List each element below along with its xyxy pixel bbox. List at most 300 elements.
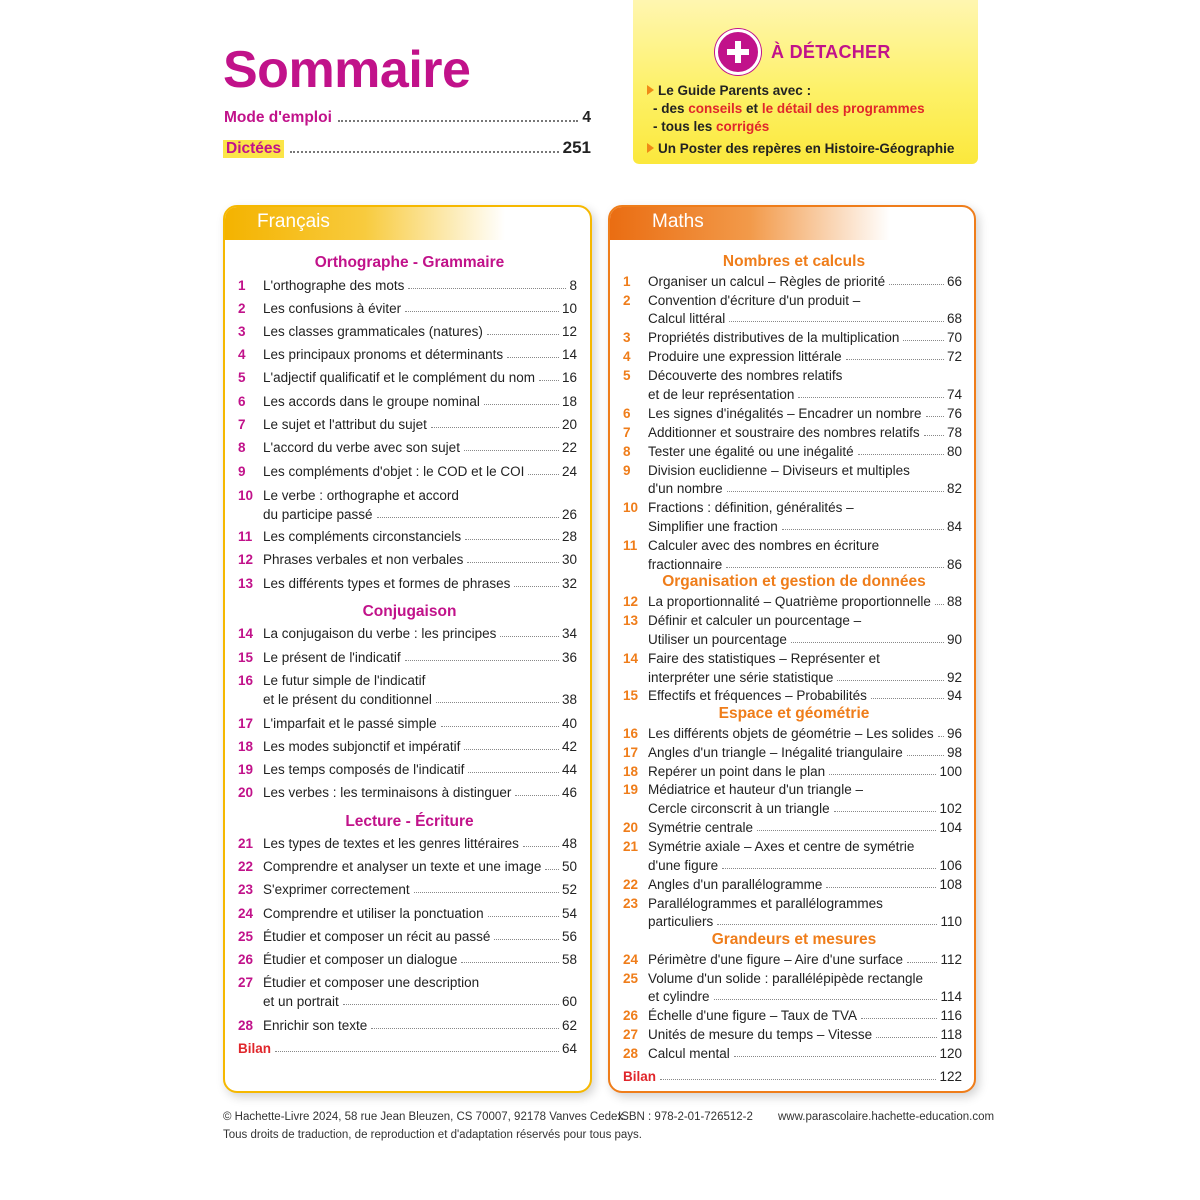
item-title: Découverte des nombres relatifs <box>648 368 843 383</box>
toc-item[interactable] <box>238 716 577 734</box>
toc-label: Mode d'emploi <box>224 109 332 126</box>
leader-dots <box>487 334 559 335</box>
leader-dots <box>660 1079 936 1080</box>
item-title: Propriétés distributives de la multiplication <box>648 330 900 345</box>
item-line <box>648 406 962 421</box>
item-number: 9 <box>238 464 246 479</box>
toc-item[interactable] <box>623 293 962 329</box>
item-number: 26 <box>238 952 254 967</box>
item-page: 74 <box>946 387 962 402</box>
item-number: 2 <box>623 293 631 308</box>
item-title: L'imparfait et le passé simple <box>263 716 437 731</box>
item-number: 16 <box>238 673 254 688</box>
item-line <box>648 782 962 797</box>
item-line <box>263 488 577 503</box>
item-line <box>648 538 962 553</box>
item-number: 5 <box>238 370 246 385</box>
toc-item[interactable] <box>623 877 962 895</box>
maths-panel <box>608 205 976 1093</box>
toc-item[interactable] <box>238 882 577 900</box>
leader-dots <box>729 321 944 322</box>
detach-title: À DÉTACHER <box>771 42 891 62</box>
toc-item[interactable] <box>623 764 962 782</box>
item-line <box>648 613 962 628</box>
toc-item[interactable] <box>623 971 962 1007</box>
item-title: L'adjectif qualificatif et le complément du nom <box>263 370 535 385</box>
item-line <box>263 975 577 990</box>
toc-item[interactable] <box>238 552 577 570</box>
item-title: Les accords dans le groupe nominal <box>263 394 480 409</box>
toc-item[interactable] <box>238 394 577 412</box>
toc-item[interactable] <box>623 425 962 443</box>
leader-dots <box>275 1051 559 1052</box>
item-page: 54 <box>561 906 577 921</box>
detach-guide: Le Guide Parents avec : <box>647 83 811 98</box>
leader-dots <box>871 698 944 699</box>
item-line <box>648 839 962 854</box>
item-page: 24 <box>561 464 577 479</box>
toc-item[interactable] <box>623 1027 962 1045</box>
toc-item[interactable] <box>623 368 962 405</box>
toc-item[interactable] <box>238 975 577 1012</box>
detach-box <box>633 0 978 164</box>
item-page: 58 <box>561 952 577 967</box>
toc-item[interactable] <box>238 762 577 780</box>
item-title: Les types de textes et les genres littéraires <box>263 836 519 851</box>
item-line <box>648 632 962 647</box>
item-page: 72 <box>946 349 962 364</box>
item-title: Volume d'un solide : parallélépipède rectangle <box>648 971 924 986</box>
bilan-label: Bilan <box>238 1041 272 1056</box>
item-page: 94 <box>946 688 962 703</box>
item-title: Étudier et composer une description <box>263 975 480 990</box>
detach-line-conseils: - des conseils et le détail des programmes <box>653 101 925 116</box>
item-title: Phrases verbales et non verbales <box>263 552 464 567</box>
leader-dots <box>500 636 559 637</box>
item-page: 118 <box>940 1027 962 1042</box>
toc-item[interactable] <box>623 896 962 932</box>
toc-item[interactable] <box>238 626 577 644</box>
toc-item[interactable] <box>623 726 962 744</box>
toc-item[interactable] <box>623 688 962 706</box>
item-line <box>648 519 962 534</box>
item-line <box>648 387 962 402</box>
toc-item[interactable] <box>238 836 577 854</box>
item-number: 15 <box>238 650 254 665</box>
item-line <box>648 311 962 326</box>
toc-item[interactable] <box>238 347 577 365</box>
leader-dots <box>414 892 559 893</box>
leader-dots <box>467 562 559 563</box>
leader-dots <box>726 567 944 568</box>
leader-dots <box>876 1037 937 1038</box>
item-line <box>263 626 577 641</box>
item-title-cont: du participe passé <box>263 507 373 522</box>
item-line <box>648 651 962 666</box>
item-page: 66 <box>946 274 962 289</box>
item-line <box>648 1008 962 1023</box>
item-number: 18 <box>238 739 254 754</box>
item-line <box>648 688 962 703</box>
item-title-cont: et cylindre <box>648 989 710 1004</box>
item-number: 27 <box>623 1027 639 1042</box>
item-line <box>648 481 962 496</box>
item-number: 22 <box>623 877 639 892</box>
item-line <box>263 324 577 339</box>
toc-page: 4 <box>582 109 591 126</box>
item-title: La conjugaison du verbe : les principes <box>263 626 497 641</box>
item-line <box>623 1069 962 1084</box>
item-page: 120 <box>939 1046 962 1061</box>
maths-header: Maths <box>610 207 890 240</box>
item-number: 24 <box>238 906 254 921</box>
plus-icon <box>715 29 761 75</box>
item-number: 6 <box>238 394 246 409</box>
footer-url[interactable]: www.parascolaire.hachette-education.com <box>778 1111 995 1123</box>
item-page: 76 <box>946 406 962 421</box>
item-title: Convention d'écriture d'un produit – <box>648 293 861 308</box>
item-line <box>263 692 577 707</box>
toc-item[interactable] <box>623 500 962 537</box>
leader-dots <box>717 924 937 925</box>
toc-item[interactable] <box>238 650 577 668</box>
item-line <box>263 552 577 567</box>
item-number: 24 <box>623 952 639 967</box>
toc-item[interactable] <box>623 330 962 348</box>
toc-item[interactable] <box>238 739 577 757</box>
item-line <box>263 464 577 479</box>
item-number: 13 <box>623 613 639 628</box>
leader-dots <box>494 939 559 940</box>
section-title: Organisation et gestion de données <box>662 573 926 590</box>
item-title: Les différents objets de géométrie – Les solides <box>648 726 934 741</box>
toc-item[interactable] <box>238 929 577 947</box>
item-page: 42 <box>561 739 577 754</box>
section-title: Grandeurs et mesures <box>711 931 877 948</box>
toc-item[interactable] <box>238 785 577 803</box>
item-number: 1 <box>623 274 631 289</box>
item-page: 108 <box>939 877 962 892</box>
item-title-cont: Simplifier une fraction <box>648 519 778 534</box>
toc-item[interactable] <box>623 613 962 650</box>
item-line <box>648 1027 962 1042</box>
leader-dots <box>507 357 559 358</box>
toc-item[interactable] <box>238 440 577 458</box>
item-title: Les différents types et formes de phrases <box>263 576 511 591</box>
leader-dots <box>829 774 936 775</box>
leader-dots <box>343 1004 559 1005</box>
francais-header: Français <box>225 207 505 240</box>
leader-dots <box>722 868 936 869</box>
leader-dots <box>405 311 559 312</box>
item-line <box>648 989 962 1004</box>
toc-item[interactable] <box>623 839 962 876</box>
item-number: 25 <box>623 971 639 986</box>
leader-dots <box>858 454 944 455</box>
item-title: Comprendre et analyser un texte et une image <box>263 859 542 874</box>
detach-line-corriges: - tous les corrigés <box>653 119 770 134</box>
item-title: Les compléments d'objet : le COD et le COI <box>263 464 525 479</box>
item-page: 14 <box>561 347 577 362</box>
item-number: 7 <box>238 417 246 432</box>
item-line <box>263 673 577 688</box>
toc-item[interactable] <box>623 274 962 292</box>
leader-dots <box>926 416 944 417</box>
item-line <box>263 650 577 665</box>
toc-item[interactable] <box>238 301 577 319</box>
footer-rights: Tous droits de traduction, de reproduction et d'adaptation réservés pour tous pays. <box>223 1129 643 1141</box>
item-title: Les confusions à éviter <box>263 301 402 316</box>
item-page: 38 <box>561 692 577 707</box>
toc-item[interactable] <box>623 651 962 688</box>
item-number: 8 <box>238 440 246 455</box>
item-number: 7 <box>623 425 631 440</box>
leader-dots <box>528 474 559 475</box>
item-page: 86 <box>946 557 962 572</box>
item-number: 23 <box>238 882 254 897</box>
item-number: 16 <box>623 726 639 741</box>
toc-item[interactable] <box>238 576 577 594</box>
item-title: Les principaux pronoms et déterminants <box>263 347 504 362</box>
item-number: 11 <box>238 529 253 544</box>
toc-item[interactable] <box>623 444 962 462</box>
leader-dots <box>514 586 559 587</box>
toc-item[interactable] <box>238 464 577 482</box>
item-number: 9 <box>623 463 631 478</box>
leader-dots <box>938 736 944 737</box>
item-line <box>263 529 577 544</box>
leader-dots <box>907 755 944 756</box>
leader-dots <box>545 869 559 870</box>
toc-page: 251 <box>562 138 591 157</box>
item-title: Les verbes : les terminaisons à distinguer <box>263 785 512 800</box>
item-number: 10 <box>623 500 639 515</box>
section-title: Orthographe - Grammaire <box>314 254 505 271</box>
item-line <box>648 914 962 929</box>
item-page: 70 <box>946 330 962 345</box>
item-title: Fractions : définition, généralités – <box>648 500 854 515</box>
item-page: 28 <box>561 529 577 544</box>
item-title-cont: et un portrait <box>263 994 339 1009</box>
item-page: 56 <box>561 929 577 944</box>
item-page: 106 <box>939 858 962 873</box>
item-page: 102 <box>939 801 962 816</box>
item-line <box>648 463 962 478</box>
toc-item[interactable] <box>238 488 577 525</box>
item-number: 20 <box>238 785 254 800</box>
item-page: 90 <box>946 632 962 647</box>
item-line <box>263 301 577 316</box>
item-line <box>263 906 577 921</box>
bilan-row[interactable] <box>238 1041 577 1059</box>
leader-dots <box>727 491 944 492</box>
item-page: 100 <box>939 764 962 779</box>
toc-label: Dictées <box>223 140 284 158</box>
item-number: 28 <box>623 1046 639 1061</box>
toc-item[interactable] <box>623 406 962 424</box>
item-title-cont: Cercle circonscrit à un triangle <box>648 801 830 816</box>
item-page: 30 <box>561 552 577 567</box>
item-title: S'exprimer correctement <box>263 882 410 897</box>
leader-dots <box>861 1018 938 1019</box>
leader-dots <box>377 517 559 518</box>
bilan-label: Bilan <box>623 1069 657 1084</box>
footer-isbn: ISBN : 978-2-01-726512-2 <box>618 1111 753 1123</box>
item-line <box>648 764 962 779</box>
item-line <box>263 716 577 731</box>
item-line <box>263 507 577 522</box>
item-line <box>263 762 577 777</box>
item-number: 14 <box>623 651 639 666</box>
item-page: 50 <box>561 859 577 874</box>
item-title: Calcul mental <box>648 1046 730 1061</box>
section-title: Espace et géométrie <box>718 705 870 722</box>
item-title: Médiatrice et hauteur d'un triangle – <box>648 782 863 797</box>
detach-poster: Un Poster des repères en Histoire-Géographie <box>647 141 954 156</box>
toc-item[interactable] <box>238 906 577 924</box>
item-title: Définir et calculer un pourcentage – <box>648 613 862 628</box>
item-title: Symétrie axiale – Axes et centre de symétrie <box>648 839 915 854</box>
item-number: 19 <box>238 762 254 777</box>
item-page: 22 <box>561 440 577 455</box>
item-page: 88 <box>946 594 962 609</box>
item-page: 16 <box>561 370 577 385</box>
bilan-row[interactable] <box>623 1069 962 1087</box>
toc-item[interactable] <box>238 952 577 970</box>
leader-dots <box>371 1028 559 1029</box>
item-number: 4 <box>623 349 631 364</box>
leader-dots <box>464 749 559 750</box>
item-title-cont: fractionnaire <box>648 557 723 572</box>
toc-item[interactable] <box>238 370 577 388</box>
leader-dots <box>837 680 944 681</box>
toc-item[interactable] <box>238 673 577 710</box>
toc-item[interactable] <box>623 782 962 819</box>
item-number: 26 <box>623 1008 639 1023</box>
leader-dots <box>924 435 944 436</box>
toc-item[interactable] <box>238 417 577 435</box>
item-page: 112 <box>940 952 962 967</box>
toc-item[interactable] <box>623 538 962 575</box>
item-page: 60 <box>561 994 577 1009</box>
item-line <box>648 952 962 967</box>
item-number: 18 <box>623 764 639 779</box>
section-title: Nombres et calculs <box>722 253 866 270</box>
toc-item[interactable] <box>623 952 962 970</box>
toc-item[interactable] <box>623 463 962 499</box>
item-page: 110 <box>940 914 962 929</box>
item-number: 23 <box>623 896 639 911</box>
item-title: Le sujet et l'attribut du sujet <box>263 417 427 432</box>
item-line <box>648 896 962 911</box>
item-number: 10 <box>238 488 254 503</box>
toc-item[interactable] <box>238 324 577 342</box>
toc-item[interactable] <box>238 529 577 547</box>
leader-dots <box>338 120 578 122</box>
item-title-cont: interpréter une série statistique <box>648 670 834 685</box>
toc-item[interactable] <box>238 1018 577 1036</box>
item-page: 92 <box>946 670 962 685</box>
item-number: 3 <box>238 324 246 339</box>
section-title: Lecture - Écriture <box>345 813 474 830</box>
leader-dots <box>484 404 559 405</box>
toc-dictees[interactable] <box>224 138 591 158</box>
toc-item[interactable] <box>238 859 577 877</box>
toc-item[interactable] <box>623 349 962 367</box>
item-line <box>648 670 962 685</box>
leader-dots <box>464 450 559 451</box>
item-line <box>648 858 962 873</box>
item-line <box>263 417 577 432</box>
toc-item[interactable] <box>623 594 962 612</box>
item-page: 20 <box>561 417 577 432</box>
toc-item[interactable] <box>623 1046 962 1064</box>
item-title: Produire une expression littérale <box>648 349 842 364</box>
item-page: 40 <box>561 716 577 731</box>
item-page: 8 <box>569 278 577 293</box>
item-line <box>648 330 962 345</box>
item-page: 96 <box>946 726 962 741</box>
item-line <box>648 594 962 609</box>
item-title: Parallélogrammes et parallélogrammes <box>648 896 883 911</box>
triangle-bullet-icon <box>647 143 654 153</box>
item-title-cont: Utiliser un pourcentage <box>648 632 787 647</box>
item-number: 28 <box>238 1018 254 1033</box>
item-line <box>263 370 577 385</box>
item-number: 14 <box>238 626 254 641</box>
item-title: La proportionnalité – Quatrième proportionnelle <box>648 594 931 609</box>
item-line <box>648 801 962 816</box>
item-line <box>648 274 962 289</box>
item-title: Les temps composés de l'indicatif <box>263 762 465 777</box>
item-number: 20 <box>623 820 639 835</box>
toc-item[interactable] <box>623 1008 962 1026</box>
item-line <box>648 444 962 459</box>
item-page: 26 <box>561 507 577 522</box>
item-line <box>263 278 577 293</box>
item-number: 19 <box>623 782 639 797</box>
leader-dots <box>523 846 559 847</box>
item-page: 46 <box>561 785 577 800</box>
toc-mode-emploi[interactable] <box>224 109 591 127</box>
item-number: 25 <box>238 929 254 944</box>
item-page: 116 <box>940 1008 962 1023</box>
toc-item[interactable] <box>623 820 962 838</box>
item-title: Les modes subjonctif et impératif <box>263 739 461 754</box>
item-number: 17 <box>238 716 254 731</box>
leader-dots <box>431 427 559 428</box>
item-page: 62 <box>561 1018 577 1033</box>
toc-item[interactable] <box>238 278 577 296</box>
leader-dots <box>935 604 944 605</box>
item-line <box>263 929 577 944</box>
leader-dots <box>436 702 559 703</box>
item-number: 21 <box>623 839 639 854</box>
item-page: 18 <box>561 394 577 409</box>
footer-copyright: © Hachette-Livre 2024, 58 rue Jean Bleuzen, CS 70007, 92178 Vanves Cedex. <box>223 1111 627 1123</box>
item-title-cont: particuliers <box>648 914 714 929</box>
item-page: 32 <box>561 576 577 591</box>
item-page: 64 <box>561 1041 577 1056</box>
leader-dots <box>714 999 938 1000</box>
item-line <box>648 971 962 986</box>
leader-dots <box>405 660 559 661</box>
item-number: 12 <box>238 552 254 567</box>
item-title-cont: et le présent du conditionnel <box>263 692 432 707</box>
leader-dots <box>734 1056 937 1057</box>
item-title-cont: d'un nombre <box>648 481 723 496</box>
toc-item[interactable] <box>623 745 962 763</box>
